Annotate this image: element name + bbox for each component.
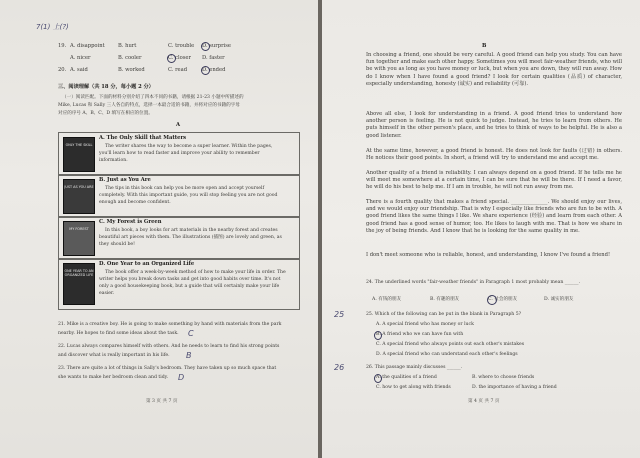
q19-opt-c: C. trouble [168, 43, 195, 49]
q26-opt-a: A. the qualities of a friend [376, 375, 437, 380]
answer-circle [374, 374, 382, 383]
book-desc-line: The writer shares the way to become a super learner. Within the pages, [105, 144, 273, 149]
book-desc-line: beautiful art pieces with them. The illustrations (插图) are lovely and green, as [99, 235, 282, 240]
section-letter: B [482, 43, 487, 49]
paragraph: I don't meet someone who is reliable, honest, and understanding, I know I've found a friend! [366, 252, 611, 258]
book-row [58, 174, 300, 218]
q26-opt-d: D. the importance of having a friend [472, 385, 557, 390]
q24-opt-a: A. 有钱的朋友 [372, 297, 402, 302]
answer-circle [201, 66, 210, 75]
answer-circle [201, 42, 210, 51]
book-desc-line: The book offer a week-by-week method of how to make your life in order. The [105, 270, 286, 275]
q22-line: and discover what is really important in his life. [58, 353, 170, 358]
q24-opt-b: B. 有趣的朋友 [430, 297, 460, 302]
page-footer: 第 3 页 共 7 页 [146, 399, 178, 404]
paragraph: Another quality of a friend is reliability. I can always depend on a good friend. If he tells me he will meet me somewhere at a certain time, I can be sure that he will be there. If I need a favor, he will do his best to help me. If I am in trouble, he will not run away from me. [366, 170, 622, 191]
handwritten-answer: C [188, 329, 194, 338]
paragraph: There is a fourth quality that makes a friend special. ______________. We should enjoy our lives, and we would enjoy our friendship. That is why I especially like friends who are fun to be with. A good friend likes the same things I like. We share experience (经验) and learn from each other. A good friend has a good sense of humor, too. He likes to laugh with me. That is how we share in the joy of being friends. And I know that he is looking for the same quality in me. [366, 199, 622, 234]
q22-line: 22. Lucas always compares himself with others. And he needs to learn to find his strong points [58, 344, 280, 349]
q25-opt-c: C. A special friend who always points out each other's mistakes [376, 342, 525, 347]
q20-opt-d: D. ended [202, 67, 226, 73]
q23-line: she wants to make her bedroom clean and tidy. [58, 375, 169, 380]
q21-line: 21. Mike is a creative boy. He is going to make something by hand with materials from the park [58, 322, 282, 327]
paragraph: At the same time, however, a good friend is honest. He does not look for faults (过错) in others. He notices their good points. In short, a friend will try to understand me and accept me. [366, 148, 622, 162]
section-title: 三、阅读理解（共 18 分，每小题 2 分） [58, 84, 154, 90]
q24-stem: 24. The underlined words "fair-weather friends" in Paragraph 1 most probably mean ______. [366, 280, 581, 285]
page-footer: 第 4 页 共 7 页 [468, 399, 500, 404]
left-page [0, 0, 318, 458]
q-opt-d: D. faster [202, 55, 225, 61]
q21-line: nearby. He hopes to find some ideas about the task. [58, 331, 179, 336]
handwritten-mark: 25 [334, 310, 345, 319]
intro-line: Mike, Lucas 和 Sally 三人各自的特点，选择一本最合适的书籍，并将对应的书籍的字母 [58, 103, 240, 108]
book-desc-line: completely. With this important guide, you will stop feeling you are not good [99, 193, 278, 198]
book-desc-line: they should be! [99, 242, 135, 247]
book-desc-line: enough and become confident. [99, 200, 171, 205]
book-title: A. The Only Skill that Matters [99, 135, 187, 141]
q19-opt-d: D. surprise [202, 43, 231, 49]
q23-line: 23. There are quite a lot of things in Sally's bedroom. They have taken up so much space that [58, 366, 277, 371]
q24-opt-c: C. 社会的朋友 [488, 297, 518, 302]
answer-circle [374, 331, 382, 340]
q-opt-a: A. nicer [70, 55, 91, 61]
right-page [322, 0, 640, 458]
handwritten-answer: D [178, 373, 185, 382]
book-title: C. My Forest is Green [99, 219, 162, 225]
handwritten-mark: 26 [334, 363, 345, 372]
book-row [58, 132, 300, 176]
book-row [58, 258, 300, 310]
book-desc-line: The tips in this book can help you be more open and accept yourself [105, 186, 265, 191]
book-title: B. Just as You Are [99, 177, 151, 183]
intro-line: （一）阅读匹配。下面的材料分别介绍了四本不同的书籍，请根据 21-23 小题中所描述的 [62, 95, 244, 100]
q19-opt-b: B. hurt [118, 43, 137, 49]
book-cover-image: ONE YEAR TO AN ORGANIZED LIFE [63, 263, 95, 305]
q19-num: 19. [58, 43, 67, 49]
book-desc-line: writer helps you break down tasks and get into good habits over time. It's not [99, 277, 281, 282]
q25-opt-b: B. A friend who we can have fun with [376, 332, 464, 337]
book-cover-image: ONLY THE SKILL [63, 137, 95, 172]
q-opt-c: C. closer [168, 55, 191, 61]
handwritten-answer: B [186, 351, 192, 360]
q25-opt-a: A. A special friend who has money or luck [376, 322, 474, 327]
book-cover-image: MY FOREST [63, 221, 95, 256]
book-desc-line: information. [99, 158, 128, 163]
q20-opt-b: B. worked [118, 67, 145, 73]
q-opt-b: B. cooler [118, 55, 142, 61]
section-letter: A [176, 122, 181, 128]
q26-stem: 26. This passage mainly discusses ______. [366, 365, 463, 370]
q24-opt-d: D. 诚实的朋友 [544, 297, 574, 302]
book-cover-image: JUST AS YOU ARE [63, 179, 95, 214]
book-desc-line: In this book, a boy looks for art materials in the nearby forest and creates [105, 228, 278, 233]
q19-opt-a: A. disappoint [70, 43, 105, 49]
paragraph: In choosing a friend, one should be very careful. A good friend can help you study. You can have fun together and make each other happy. Sometimes you will meet fair-weather friends, who will be with you as long as you have money or luck, but when you are down, they will run away. How do I know when I have found a good friend? I look for certain qualities (品质) of character, especially understanding, honesty (诚实) and reliability (可靠). [366, 52, 622, 87]
book-desc-line: only a good housekeeping book, but a guide that will certainly make your life [99, 284, 280, 289]
book-title: D. One Year to an Organized Life [99, 261, 195, 267]
book-desc-line: you'll learn how to read faster and improve your ability to remember [99, 151, 260, 156]
q20-opt-c: C. read [168, 67, 188, 73]
q20-opt-a: A. said [70, 67, 88, 73]
q26-opt-b: B. where to choose friends [472, 375, 535, 380]
answer-circle [167, 54, 176, 63]
book-row [58, 216, 300, 260]
book-desc-line: easier. [99, 291, 115, 296]
intro-line: 对应的序号 A、B、C、D 填写在相应的位置。 [58, 111, 153, 116]
paragraph: Above all else, I look for understanding in a friend. A good friend tries to understand how another person is feeling. He is not quick to judge. Instead, he tries to learn from others. He puts himself in the other person's place, and he tries to think of ways to be helpful. He is also a good listener. [366, 111, 622, 139]
q26-opt-c: C. how to get along with friends [376, 385, 451, 390]
q25-opt-d: D. A special friend who can understand each other's feelings [376, 352, 518, 357]
answer-circle [487, 295, 497, 305]
q25-stem: 25. Which of the following can be put in the blank in Paragraph 5? [366, 312, 522, 317]
handwriting-note: 7(1) 上(?) [36, 23, 69, 31]
q20-num: 20. [58, 67, 67, 73]
